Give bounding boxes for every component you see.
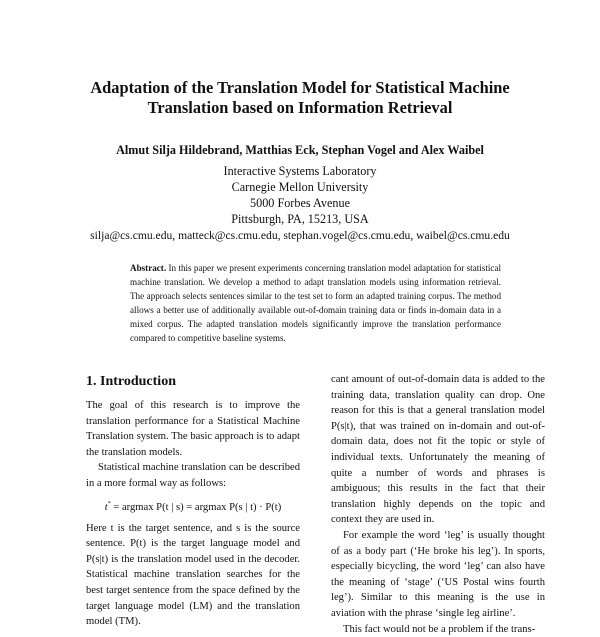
right-paragraph-1: cant amount of out-of-domain data is added to the training data, translation quality can drop. One reason for this is that a general translation model P(s|t), that was trained on in-domain and out-of-domain data, does not fit the topic or style of individual texts. Unfortunately the meaning of quite a number of words and phrases is ambiguous; this results in the fact that their translation highly depends on the topic and context they are used in. [331, 372, 545, 528]
abstract [130, 261, 501, 345]
author-emails: silja@cs.cmu.edu, matteck@cs.cmu.edu, stephan.vogel@cs.cmu.edu, waibel@cs.cmu.edu [40, 228, 560, 243]
equation-argmax [86, 495, 300, 517]
right-paragraph-2: For example the word ‘leg’ is usually thought of as a body part (‘He broke his leg’). In sports, especially bicycling, the word ‘leg’ can also have the meaning of ‘stage’ (‘US Postal wins fourth leg’). Similar to this meaning is the use in aviation with the phrase ‘single leg airline’. [331, 528, 545, 622]
paper-title-line-2: Translation based on Information Retrieval [60, 97, 540, 118]
paper-title-line-1: Adaptation of the Translation Model for Statistical Machine [60, 77, 540, 98]
intro-paragraph-2: Statistical machine translation can be described in a more formal way as follows: [86, 460, 300, 491]
intro-paragraph-1: The goal of this research is to improve the translation performance for a Statistical Machine Translation system. The basic approach is to adapt the translation models. [86, 398, 300, 460]
left-column [86, 398, 300, 630]
right-paragraph-3: This fact would not be a problem if the trans- [331, 622, 545, 637]
affiliation-city: Pittsburgh, PA, 15213, USA [40, 212, 560, 227]
affiliation-lab: Interactive Systems Laboratory [40, 164, 560, 179]
section-heading-introduction: 1. Introduction [86, 373, 176, 391]
equation-body: = argmax P(t | s) = argmax P(s | t) · P(t) [111, 502, 282, 513]
affiliation-university: Carnegie Mellon University [40, 180, 560, 195]
affiliation-street: 5000 Forbes Avenue [40, 196, 560, 211]
author-list: Almut Silja Hildebrand, Matthias Eck, Stephan Vogel and Alex Waibel [60, 143, 540, 158]
abstract-label: Abstract. [130, 263, 166, 273]
equation-star: * [108, 501, 111, 507]
abstract-text: In this paper we present experiments concerning translation model adaptation for statistical machine translation. We develop a method to adapt translation models using information retrieval. The approach selects sentences similar to the test set to form an adapted training corpus. The method allows a better use of additionally available out-of-domain training data or finds in-domain data in a mixed corpus. The adapted translation models significantly improve the translation performance compared to competitive baseline systems. [130, 263, 501, 343]
equation-lhs: t [105, 502, 108, 513]
intro-paragraph-3: Here t is the target sentence, and s is the source sentence. P(t) is the target language model and P(s|t) is the translation model used in the decoder. Statistical machine translation searches for the best target sentence from the space defined by the target language model (LM) and the translation model (TM). [86, 521, 300, 630]
right-column [331, 372, 545, 637]
